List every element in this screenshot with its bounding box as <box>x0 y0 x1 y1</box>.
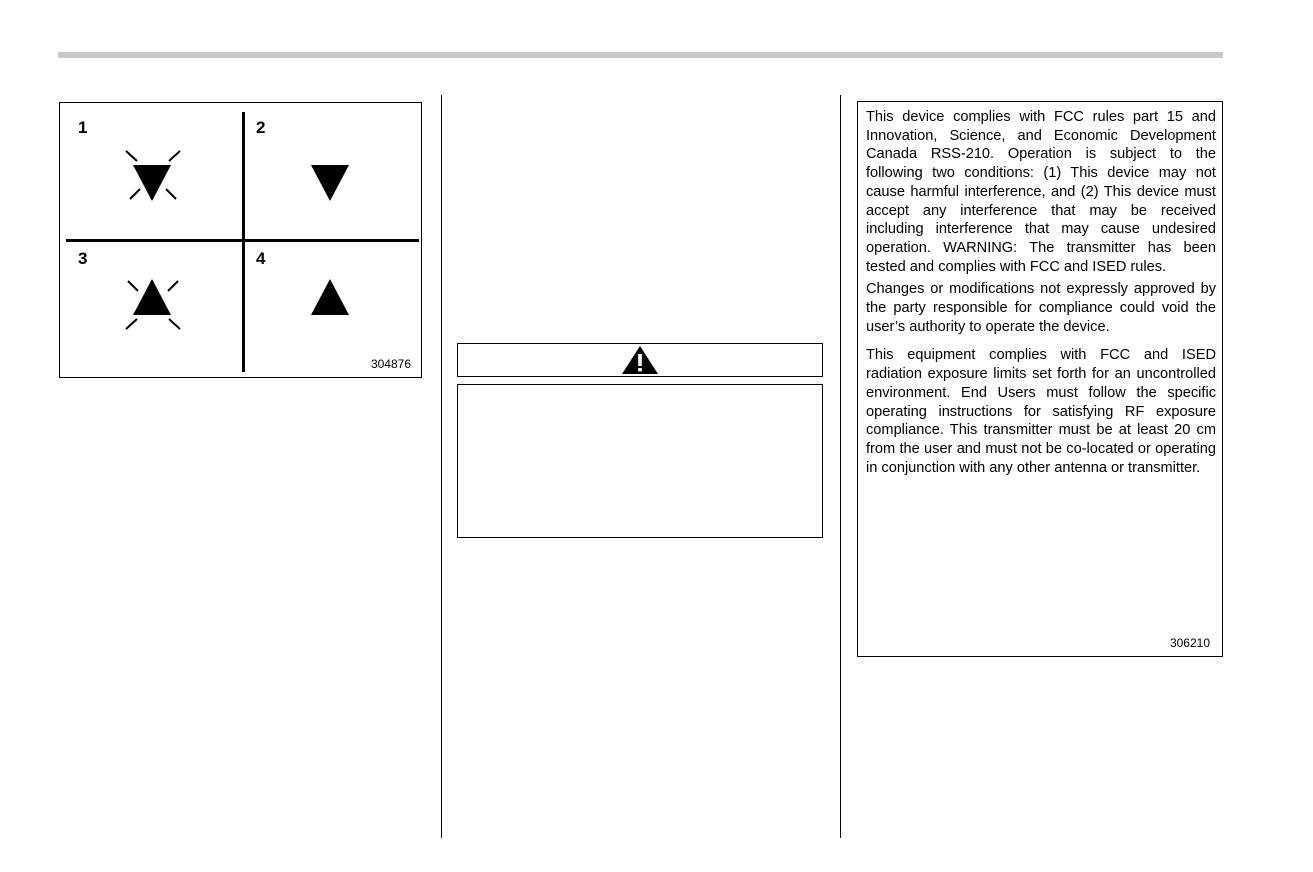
figure-horizontal-divider <box>66 239 419 242</box>
warning-triangle-icon <box>621 345 659 375</box>
fcc-notice-box <box>857 101 1223 657</box>
fcc-radiation-paragraph: This equipment complies with FCC and ISED radiation exposure limits set forth for an uncontrolled environment. End Users must follow the specific operating instructions for satisfying RF exposure compliance. This transmitter must be at least 20 cm from the user and must not be co-located or operating in conjunction with any other antenna or transmitter. <box>866 347 1216 476</box>
warning-header <box>457 343 823 377</box>
up-triangle-icon <box>309 279 351 315</box>
figure-label-4: 4 <box>256 249 266 268</box>
header-rule <box>58 52 1223 58</box>
figure-vertical-divider <box>242 112 245 372</box>
figure-label-2: 2 <box>256 118 266 137</box>
fcc-notice-code: 306210 <box>1169 636 1210 650</box>
column-divider-left <box>441 95 442 838</box>
fcc-modifications-paragraph: Changes or modifications not expressly approved by the party responsible for compliance could void the user’s authority to operate the device. <box>866 281 1216 335</box>
figure-label-3: 3 <box>78 249 88 268</box>
figure-code: 304876 <box>370 357 411 371</box>
fcc-compliance-paragraph: This device complies with FCC rules part 15 and Innovation, Science, and Economic Development Canada RSS-210. Operation is subject to the following two conditions: (1) This device may not cause harmful interference, and (2) This device must accept any interference that may be received including interference that may cause undesired operation. WARNING: The transmitter has been tested and complies with FCC and ISED rules. <box>866 109 1216 275</box>
blinking-down-triangle-icon <box>122 147 184 203</box>
indicator-figure <box>59 102 422 378</box>
down-triangle-icon <box>309 165 351 201</box>
warning-body <box>457 384 823 538</box>
figure-label-1: 1 <box>78 118 88 137</box>
blinking-up-triangle-icon <box>122 277 184 333</box>
column-divider-right <box>840 95 841 838</box>
